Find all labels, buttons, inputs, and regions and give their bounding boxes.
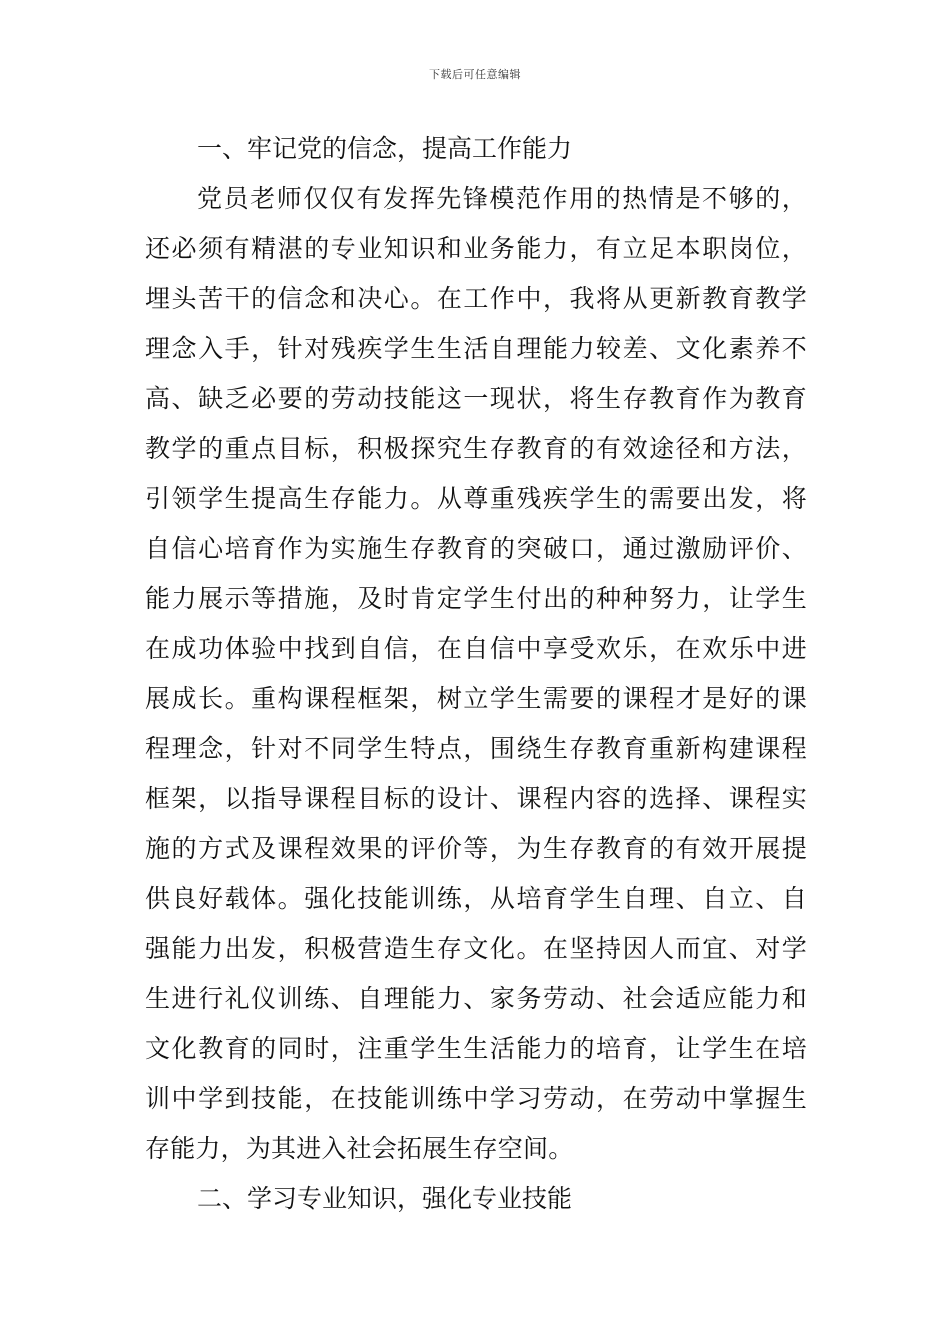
paragraph-line: 框架，以指导课程目标的设计、课程内容的选择、课程实 [145,784,807,813]
document-body [145,124,807,1224]
paragraph-line: 程理念，针对不同学生特点，围绕生存教育重新构建课程 [145,734,807,763]
paragraph-line: 党员老师仅仅有发挥先锋模范作用的热情是不够的， [197,184,807,213]
paragraph-line: 引领学生提高生存能力。从尊重残疾学生的需要出发，将 [145,484,807,513]
header-note: 下载后可任意编辑 [429,68,521,81]
paragraph-line: 教学的重点目标，积极探究生存教育的有效途径和方法， [145,434,807,463]
paragraph-line: 还必须有精湛的专业知识和业务能力，有立足本职岗位， [145,234,807,263]
paragraph-line: 训中学到技能，在技能训练中学习劳动，在劳动中掌握生 [145,1084,807,1113]
paragraph-line: 能力展示等措施，及时肯定学生付出的种种努力，让学生 [145,584,807,613]
paragraph-line: 展成长。重构课程框架，树立学生需要的课程才是好的课 [145,684,807,713]
paragraph-line: 埋头苦干的信念和决心。在工作中，我将从更新教育教学 [145,284,807,313]
paragraph-line: 文化教育的同时，注重学生生活能力的培育，让学生在培 [145,1034,807,1063]
paragraph-line: 供良好载体。强化技能训练，从培育学生自理、自立、自 [145,884,807,913]
paragraph-line: 存能力，为其进入社会拓展生存空间。 [145,1134,574,1163]
section-heading-2: 二、学习专业知识，强化专业技能 [197,1184,573,1213]
paragraph-line: 理念入手，针对残疾学生生活自理能力较差、文化素养不 [145,334,807,363]
paragraph-line: 高、缺乏必要的劳动技能这一现状，将生存教育作为教育 [145,384,807,413]
paragraph-line: 施的方式及课程效果的评价等，为生存教育的有效开展提 [145,834,807,863]
paragraph-line: 强能力出发，积极营造生存文化。在坚持因人而宜、对学 [145,934,807,963]
paragraph-line: 自信心培育作为实施生存教育的突破口，通过激励评价、 [145,534,807,563]
section-1-paragraph [145,174,807,1174]
section-heading-1: 一、牢记党的信念，提高工作能力 [197,134,573,163]
paragraph-line: 生进行礼仪训练、自理能力、家务劳动、社会适应能力和 [145,984,807,1013]
paragraph-line: 在成功体验中找到自信，在自信中享受欢乐，在欢乐中进 [145,634,807,663]
